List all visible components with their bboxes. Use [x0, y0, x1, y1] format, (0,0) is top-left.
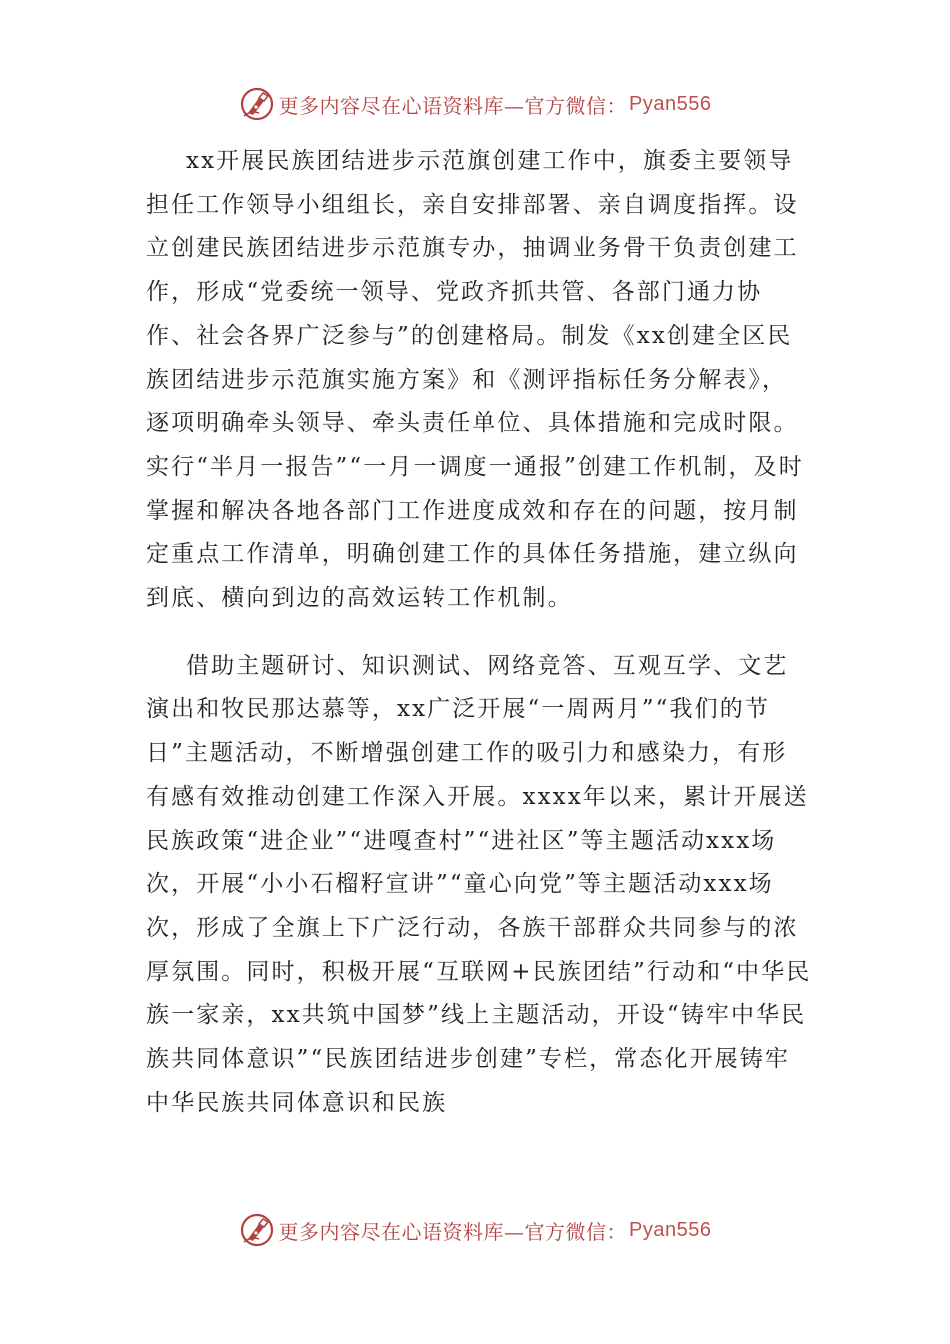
header-banner-text: 更多内容尽在心语资料库—官方微信： [278, 93, 628, 118]
footer-banner-text: 更多内容尽在心语资料库—官方微信： [278, 1219, 628, 1244]
footer-watermark-banner [0, 1210, 950, 1250]
footer-wechat-id: Pyan556 [629, 1218, 712, 1241]
paragraph-2: 借助主题研讨、知识测试、网络竞答、互观互学、文艺演出和牧民那达慕等，xx广泛开展“一周两月”“我们的节日”主题活动，不断增强创建工作的吸引力和感染力，有形有感有效推动创建工作深入开展。xxxx年以来，累计开展送民族政策“进企业”“进嘎查村”“进社区”等主题活动xxx场次，开展“小小石榴籽宣讲”“童心向党”等主题活动xxx场次，形成了全旗上下广泛行动，各族干部群众共同参与的浓厚氛围。同时，积极开展“互联网+民族团结”行动和“中华民族一家亲，xx共筑中国梦”线上主题活动，开设“铸牢中华民族共同体意识”“民族团结进步创建”专栏，常态化开展铸牢中华民族共同体意识和民族 [146, 652, 812, 1116]
pen-nib-logo-icon [239, 1212, 275, 1248]
pen-nib-logo-icon [239, 86, 275, 122]
header-wechat-id: Pyan556 [629, 92, 712, 115]
header-watermark-banner [0, 84, 950, 124]
paragraph-1: xx开展民族团结进步示范旗创建工作中，旗委主要领导担任工作领导小组组长，亲自安排部署、亲自调度指挥。设立创建民族团结进步示范旗专办，抽调业务骨干负责创建工作，形成“党委统一领导、党政齐抓共管、各部门通力协作、社会各界广泛参与”的创建格局。制发《xx创建全区民族团结进步示范旗实施方案》和《测评指标任务分解表》，逐项明确牵头领导、牵头责任单位、具体措施和完成时限。实行“半月一报告”“一月一调度一通报”创建工作机制，及时掌握和解决各地各部门工作进度成效和存在的问题，按月制定重点工作清单，明确创建工作的具体任务措施，建立纵向到底、横向到边的高效运转工作机制。 [146, 148, 804, 612]
document-body [146, 140, 812, 1125]
